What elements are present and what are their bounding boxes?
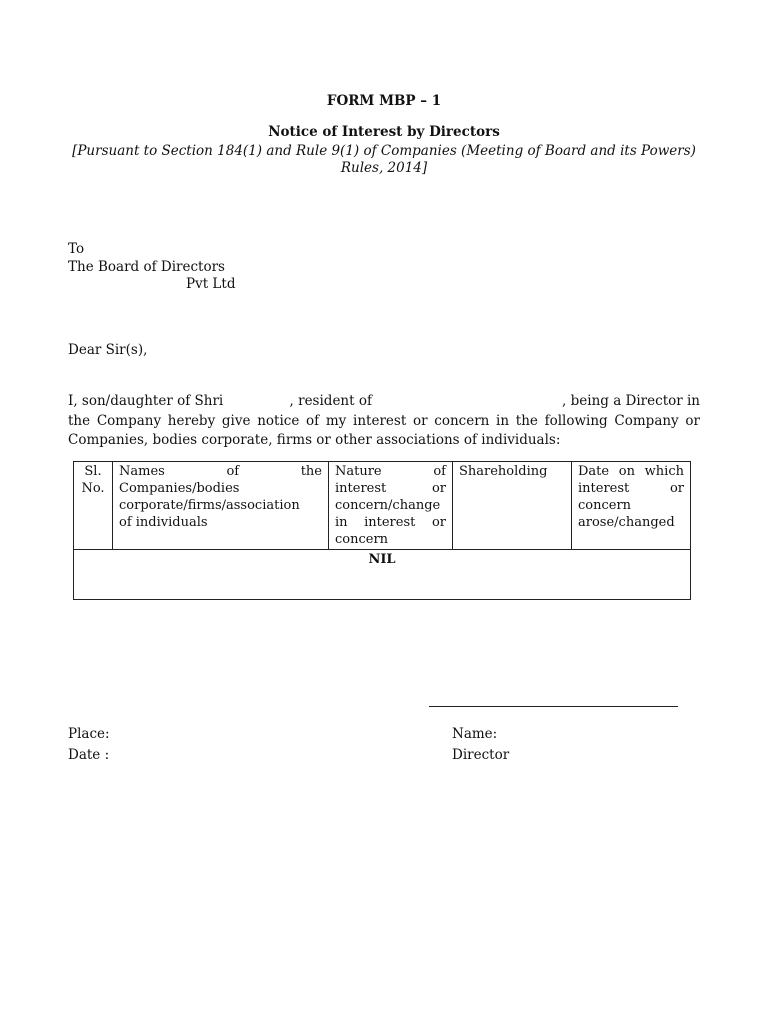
interest-table: [73, 461, 691, 600]
header-names-word: Names: [119, 464, 165, 479]
form-title: FORM MBP – 1: [326, 93, 442, 109]
date-label: Date :: [68, 747, 110, 763]
name-label: Name:: [452, 726, 498, 742]
header-date-or: or: [669, 481, 684, 496]
header-names-line-3: corporate/firms/association: [119, 498, 300, 513]
paragraph-director: , being a Director in: [562, 393, 700, 409]
place-label: Place:: [68, 726, 110, 742]
header-nature-of: of: [433, 464, 446, 479]
header-interest-word: interest: [335, 481, 387, 496]
header-nature-word: Nature: [335, 464, 382, 479]
header-date-line-4: arose/changed: [578, 515, 675, 530]
paragraph-resident: , resident of: [289, 393, 372, 409]
director-label: Director: [452, 747, 510, 763]
header-of-word: of: [226, 464, 240, 479]
header-sl-text: Sl.: [84, 464, 102, 479]
header-names-line-2: Companies/bodies: [119, 481, 240, 496]
header-or-word: or: [431, 481, 446, 496]
header-nature-line-2: [335, 480, 446, 497]
notice-paragraph: [68, 392, 700, 451]
header-names-line-4: of individuals: [119, 515, 208, 530]
paragraph-son-daughter: I, son/daughter of Shri: [68, 393, 224, 409]
header-the-word: the: [300, 464, 322, 479]
header-date-line-3: concern: [578, 498, 632, 513]
header-sl-no: [74, 462, 113, 550]
header-names: [113, 462, 329, 550]
address-company: Pvt Ltd: [186, 276, 236, 292]
table-header-row: [74, 462, 691, 550]
header-no-text: No.: [81, 481, 105, 496]
header-names-line-1: [119, 463, 322, 480]
paragraph-line-3: Companies, bodies corporate, firms or other associations of individuals:: [68, 432, 561, 448]
header-nature-line-4: [335, 514, 446, 531]
header-date-interest: interest: [578, 481, 630, 496]
pursuant-line-1: [Pursuant to Section 184(1) and Rule 9(1) of Companies (Meeting of Board and its Powers): [72, 143, 696, 159]
header-nature-line-1: [335, 463, 446, 480]
header-date: [572, 462, 691, 550]
header-date-line-2: [578, 480, 684, 497]
address-board: The Board of Directors: [68, 259, 225, 275]
nil-cell: NIL: [74, 550, 691, 600]
pursuant-line-2: Rules, 2014]: [340, 160, 428, 176]
header-interest-word-2: interest: [364, 515, 416, 530]
paragraph-line-1: [68, 392, 700, 412]
header-date-line-1: Date on which: [578, 464, 684, 479]
salutation: Dear Sir(s),: [68, 342, 148, 358]
pursuant-clause: [60, 143, 708, 177]
header-nature-line-3: concern/change: [335, 498, 441, 513]
header-shareholding: Shareholding: [453, 462, 572, 550]
address-to: To: [68, 241, 85, 257]
paragraph-line-2: the Company hereby give notice of my interest or concern in the following Company or: [68, 412, 700, 429]
notice-title: Notice of Interest by Directors: [268, 124, 500, 140]
table-row: [74, 550, 691, 600]
header-nature: [329, 462, 453, 550]
header-or-word-2: or: [431, 515, 446, 530]
signature-line: [429, 706, 678, 707]
header-in-word: in: [335, 515, 348, 530]
header-nature-line-5: concern: [335, 532, 389, 547]
